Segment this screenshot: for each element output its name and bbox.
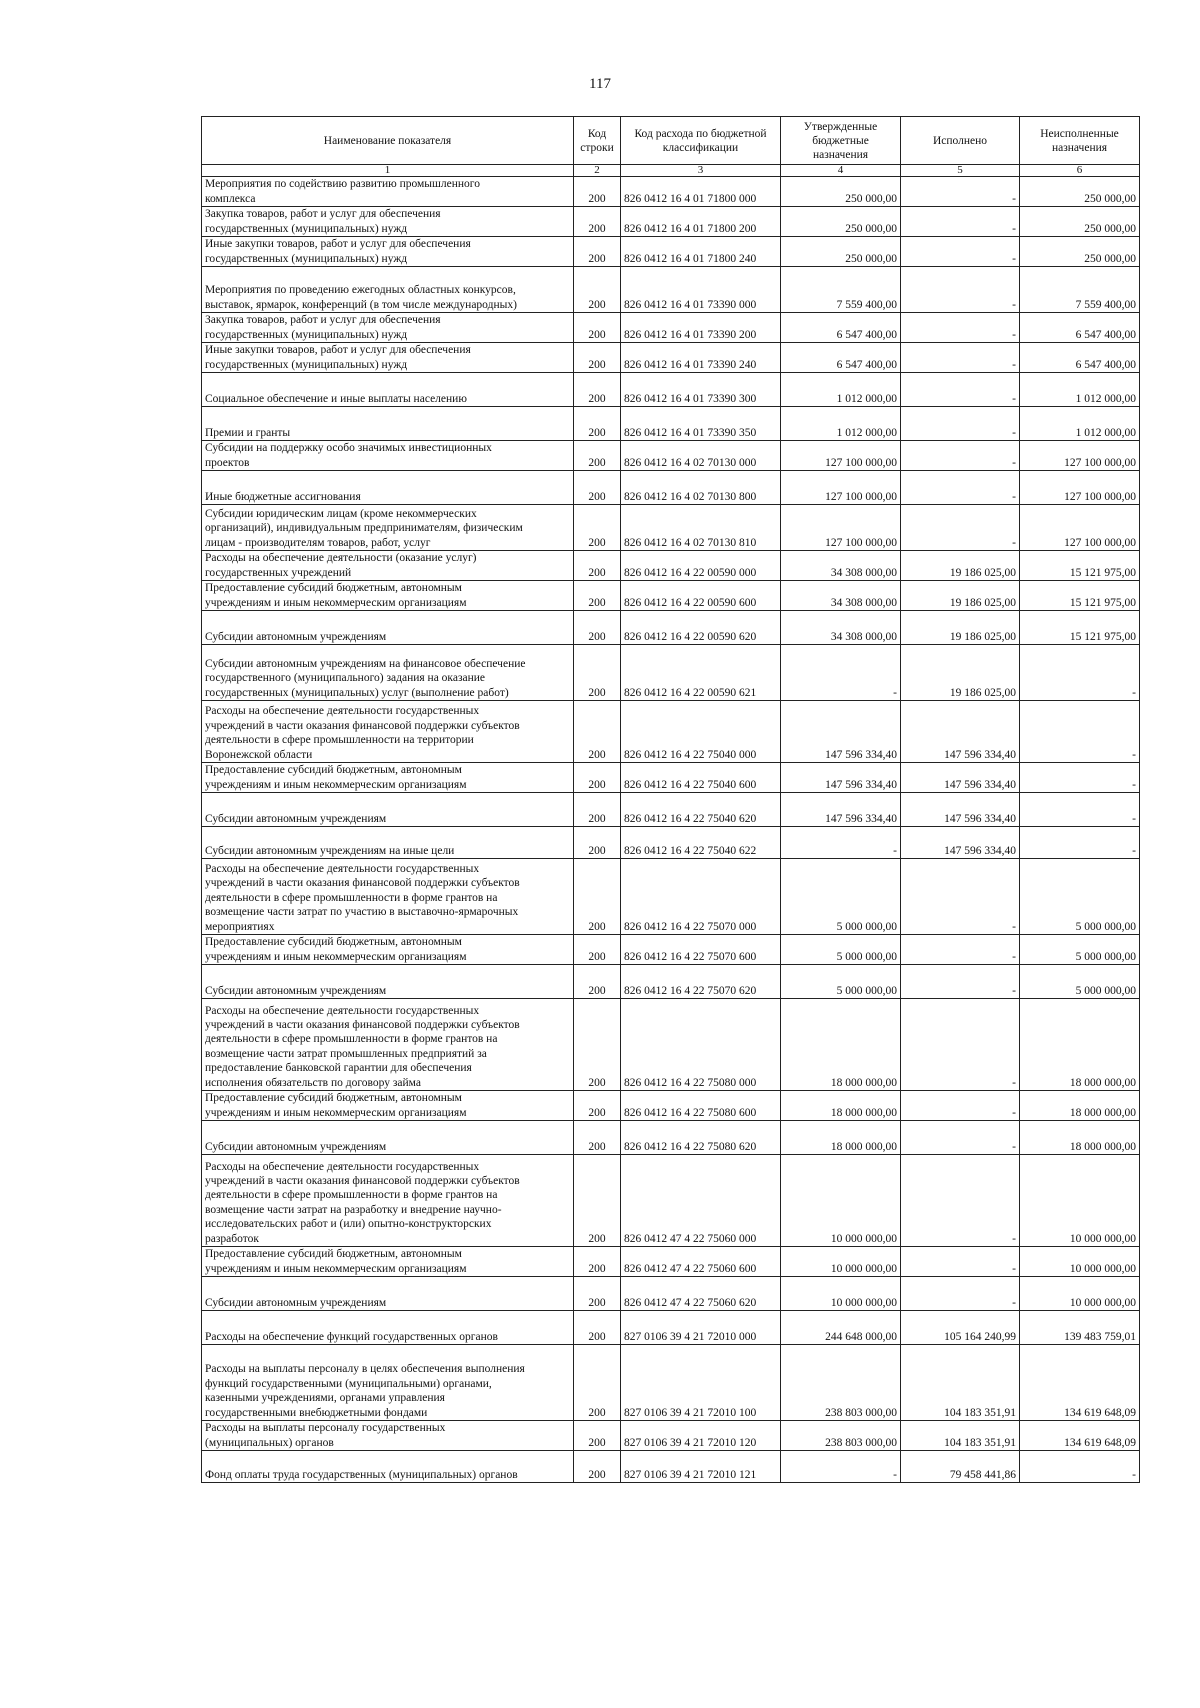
- table-row: [202, 1091, 1140, 1121]
- table-row: [202, 441, 1140, 471]
- row-class-code: 826 0412 16 4 22 75070 000: [621, 859, 781, 935]
- row-unexecuted: 6 547 400,00: [1020, 313, 1140, 343]
- row-class-code: 826 0412 16 4 01 73390 240: [621, 343, 781, 373]
- row-name: Субсидии автономным учреждениям: [202, 965, 574, 999]
- table-row: [202, 645, 1140, 701]
- row-approved: 5 000 000,00: [781, 935, 901, 965]
- row-unexecuted: -: [1020, 701, 1140, 763]
- row-approved: 250 000,00: [781, 177, 901, 207]
- header-col-number: 4: [781, 165, 901, 177]
- row-name: Субсидии на поддержку особо значимых инвестиционных проектов: [202, 441, 574, 471]
- row-unexecuted: 15 121 975,00: [1020, 611, 1140, 645]
- row-executed: -: [901, 1155, 1020, 1247]
- row-executed: -: [901, 935, 1020, 965]
- row-line-code: 200: [574, 313, 621, 343]
- row-name: Закупка товаров, работ и услуг для обеспечения государственных (муниципальных) нужд: [202, 313, 574, 343]
- row-name: Расходы на обеспечение деятельности государственных учреждений в части оказания финансовой поддержки субъектов деятельности в сфере промышленности на территории Воронежской области: [202, 701, 574, 763]
- row-name: Социальное обеспечение и иные выплаты населению: [202, 373, 574, 407]
- row-executed: 19 186 025,00: [901, 581, 1020, 611]
- row-class-code: 826 0412 16 4 22 75070 600: [621, 935, 781, 965]
- row-name: Расходы на выплаты персоналу в целях обеспечения выполнения функций государственными (муниципальными) органами, казенными учреждениями, органами управления государственными внебюджетными фондами: [202, 1345, 574, 1421]
- row-unexecuted: -: [1020, 1451, 1140, 1483]
- row-class-code: 826 0412 16 4 22 75040 620: [621, 793, 781, 827]
- row-approved: 6 547 400,00: [781, 313, 901, 343]
- row-unexecuted: 10 000 000,00: [1020, 1247, 1140, 1277]
- row-class-code: 826 0412 16 4 22 00590 620: [621, 611, 781, 645]
- row-name: Субсидии юридическим лицам (кроме некоммерческих организаций), индивидуальным предпринимателям, физическим лицам - производителям товаров, работ, услуг: [202, 505, 574, 551]
- row-approved: 5 000 000,00: [781, 859, 901, 935]
- table-row: [202, 1277, 1140, 1311]
- row-executed: -: [901, 441, 1020, 471]
- row-approved: 34 308 000,00: [781, 581, 901, 611]
- row-unexecuted: 5 000 000,00: [1020, 935, 1140, 965]
- row-class-code: 826 0412 16 4 22 75040 000: [621, 701, 781, 763]
- row-line-code: 200: [574, 505, 621, 551]
- row-class-code: 826 0412 16 4 22 00590 600: [621, 581, 781, 611]
- row-class-code: 827 0106 39 4 21 72010 120: [621, 1421, 781, 1451]
- row-approved: 147 596 334,40: [781, 793, 901, 827]
- header-approved: Утвержденные бюджетные назначения: [781, 117, 901, 165]
- row-name: Расходы на обеспечение деятельности государственных учреждений в части оказания финансовой поддержки субъектов деятельности в сфере промышленности в форме грантов на возмещение части затрат по участию в выставочно-ярмарочных мероприятиях: [202, 859, 574, 935]
- row-executed: 147 596 334,40: [901, 827, 1020, 859]
- row-unexecuted: 127 100 000,00: [1020, 441, 1140, 471]
- row-name: Предоставление субсидий бюджетным, автономным учреждениям и иным некоммерческим организациям: [202, 1247, 574, 1277]
- row-line-code: 200: [574, 611, 621, 645]
- row-name: Субсидии автономным учреждениям: [202, 1277, 574, 1311]
- row-unexecuted: 139 483 759,01: [1020, 1311, 1140, 1345]
- row-unexecuted: -: [1020, 793, 1140, 827]
- row-line-code: 200: [574, 1451, 621, 1483]
- table-header: [202, 117, 1140, 177]
- row-line-code: 200: [574, 1091, 621, 1121]
- row-executed: -: [901, 859, 1020, 935]
- row-executed: -: [901, 343, 1020, 373]
- row-name: Фонд оплаты труда государственных (муниципальных) органов: [202, 1451, 574, 1483]
- row-class-code: 826 0412 16 4 22 75080 620: [621, 1121, 781, 1155]
- row-line-code: 200: [574, 237, 621, 267]
- row-line-code: 200: [574, 373, 621, 407]
- row-unexecuted: 6 547 400,00: [1020, 343, 1140, 373]
- row-approved: -: [781, 645, 901, 701]
- row-unexecuted: 134 619 648,09: [1020, 1421, 1140, 1451]
- row-executed: 147 596 334,40: [901, 763, 1020, 793]
- row-name: Субсидии автономным учреждениям на финансовое обеспечение государственного (муниципального) задания на оказание государственных (муниципальных) услуг (выполнение работ): [202, 645, 574, 701]
- page-number: 117: [589, 76, 611, 92]
- row-unexecuted: 15 121 975,00: [1020, 551, 1140, 581]
- row-name: Субсидии автономным учреждениям: [202, 793, 574, 827]
- row-name: Предоставление субсидий бюджетным, автономным учреждениям и иным некоммерческим организациям: [202, 763, 574, 793]
- header-executed: Исполнено: [901, 117, 1020, 165]
- row-approved: 250 000,00: [781, 237, 901, 267]
- row-executed: 104 183 351,91: [901, 1345, 1020, 1421]
- table-row: [202, 581, 1140, 611]
- row-class-code: 826 0412 16 4 22 75070 620: [621, 965, 781, 999]
- row-class-code: 826 0412 16 4 22 00590 000: [621, 551, 781, 581]
- row-unexecuted: 7 559 400,00: [1020, 267, 1140, 313]
- row-executed: -: [901, 237, 1020, 267]
- row-name: Иные закупки товаров, работ и услуг для обеспечения государственных (муниципальных) нужд: [202, 237, 574, 267]
- row-approved: 6 547 400,00: [781, 343, 901, 373]
- row-approved: 147 596 334,40: [781, 763, 901, 793]
- table-row: [202, 407, 1140, 441]
- table-row: [202, 1155, 1140, 1247]
- row-name: Расходы на обеспечение деятельности государственных учреждений в части оказания финансовой поддержки субъектов деятельности в сфере промышленности в форме грантов на возмещение части затрат на разработку и внедрение научно- исследовательских работ и (или) опытно-конструкторских разработок: [202, 1155, 574, 1247]
- row-approved: 238 803 000,00: [781, 1421, 901, 1451]
- row-executed: -: [901, 965, 1020, 999]
- table-row: [202, 373, 1140, 407]
- row-line-code: 200: [574, 763, 621, 793]
- row-unexecuted: 127 100 000,00: [1020, 471, 1140, 505]
- row-class-code: 827 0106 39 4 21 72010 121: [621, 1451, 781, 1483]
- row-approved: -: [781, 827, 901, 859]
- budget-execution-table: [201, 116, 1140, 1483]
- row-executed: 147 596 334,40: [901, 701, 1020, 763]
- header-col-number: 1: [202, 165, 574, 177]
- table-row: [202, 343, 1140, 373]
- row-unexecuted: 134 619 648,09: [1020, 1345, 1140, 1421]
- row-line-code: 200: [574, 1121, 621, 1155]
- row-unexecuted: -: [1020, 645, 1140, 701]
- row-line-code: 200: [574, 1311, 621, 1345]
- row-name: Расходы на обеспечение функций государственных органов: [202, 1311, 574, 1345]
- table-row: [202, 1121, 1140, 1155]
- row-name: Закупка товаров, работ и услуг для обеспечения государственных (муниципальных) нужд: [202, 207, 574, 237]
- row-name: Субсидии автономным учреждениям на иные цели: [202, 827, 574, 859]
- row-line-code: 200: [574, 1277, 621, 1311]
- row-approved: 147 596 334,40: [781, 701, 901, 763]
- row-class-code: 826 0412 47 4 22 75060 600: [621, 1247, 781, 1277]
- table-row: [202, 763, 1140, 793]
- row-approved: 10 000 000,00: [781, 1247, 901, 1277]
- row-name: Предоставление субсидий бюджетным, автономным учреждениям и иным некоммерческим организациям: [202, 1091, 574, 1121]
- table-row: [202, 1247, 1140, 1277]
- header-class-code: Код расхода по бюджетной классификации: [621, 117, 781, 165]
- table-row: [202, 1421, 1140, 1451]
- row-name: Расходы на обеспечение деятельности (оказание услуг) государственных учреждений: [202, 551, 574, 581]
- header-col-number: 5: [901, 165, 1020, 177]
- row-executed: -: [901, 267, 1020, 313]
- row-executed: -: [901, 1247, 1020, 1277]
- table-row: [202, 267, 1140, 313]
- row-unexecuted: 250 000,00: [1020, 177, 1140, 207]
- row-unexecuted: 15 121 975,00: [1020, 581, 1140, 611]
- row-class-code: 826 0412 16 4 01 71800 000: [621, 177, 781, 207]
- row-name: Мероприятия по проведению ежегодных областных конкурсов, выставок, ярмарок, конференций (в том числе международных): [202, 267, 574, 313]
- row-approved: 34 308 000,00: [781, 611, 901, 645]
- row-name: Мероприятия по содействию развитию промышленного комплекса: [202, 177, 574, 207]
- row-class-code: 826 0412 47 4 22 75060 000: [621, 1155, 781, 1247]
- row-name: Расходы на обеспечение деятельности государственных учреждений в части оказания финансовой поддержки субъектов деятельности в сфере промышленности в форме грантов на возмещение части затрат промышленных предприятий за предоставление банковской гарантии для обеспечения исполнения обязательств по договору займа: [202, 999, 574, 1091]
- row-executed: -: [901, 407, 1020, 441]
- row-executed: 19 186 025,00: [901, 645, 1020, 701]
- row-executed: -: [901, 1091, 1020, 1121]
- row-unexecuted: -: [1020, 827, 1140, 859]
- table-row: [202, 471, 1140, 505]
- row-class-code: 826 0412 16 4 02 70130 810: [621, 505, 781, 551]
- row-unexecuted: 1 012 000,00: [1020, 373, 1140, 407]
- table-row: [202, 237, 1140, 267]
- row-approved: 7 559 400,00: [781, 267, 901, 313]
- table-row: [202, 701, 1140, 763]
- row-class-code: 826 0412 16 4 01 71800 240: [621, 237, 781, 267]
- row-line-code: 200: [574, 177, 621, 207]
- table-row: [202, 1311, 1140, 1345]
- row-class-code: 827 0106 39 4 21 72010 100: [621, 1345, 781, 1421]
- table-row: [202, 935, 1140, 965]
- row-unexecuted: 250 000,00: [1020, 207, 1140, 237]
- row-unexecuted: 18 000 000,00: [1020, 1091, 1140, 1121]
- table-row: [202, 1345, 1140, 1421]
- row-name: Предоставление субсидий бюджетным, автономным учреждениям и иным некоммерческим организациям: [202, 935, 574, 965]
- table-row: [202, 965, 1140, 999]
- row-unexecuted: 5 000 000,00: [1020, 859, 1140, 935]
- row-unexecuted: -: [1020, 763, 1140, 793]
- row-executed: 104 183 351,91: [901, 1421, 1020, 1451]
- row-executed: 19 186 025,00: [901, 551, 1020, 581]
- row-name: Субсидии автономным учреждениям: [202, 1121, 574, 1155]
- row-executed: -: [901, 471, 1020, 505]
- row-approved: 238 803 000,00: [781, 1345, 901, 1421]
- table-row: [202, 827, 1140, 859]
- row-unexecuted: 250 000,00: [1020, 237, 1140, 267]
- header-name: Наименование показателя: [202, 117, 574, 165]
- row-approved: 1 012 000,00: [781, 373, 901, 407]
- row-line-code: 200: [574, 965, 621, 999]
- row-line-code: 200: [574, 793, 621, 827]
- row-unexecuted: 10 000 000,00: [1020, 1155, 1140, 1247]
- row-executed: 147 596 334,40: [901, 793, 1020, 827]
- row-unexecuted: 10 000 000,00: [1020, 1277, 1140, 1311]
- row-executed: -: [901, 177, 1020, 207]
- table-row: [202, 551, 1140, 581]
- row-executed: -: [901, 1121, 1020, 1155]
- header-unexecuted: Неисполненные назначения: [1020, 117, 1140, 165]
- row-executed: -: [901, 207, 1020, 237]
- row-name: Иные закупки товаров, работ и услуг для обеспечения государственных (муниципальных) нужд: [202, 343, 574, 373]
- row-line-code: 200: [574, 581, 621, 611]
- row-name: Предоставление субсидий бюджетным, автономным учреждениям и иным некоммерческим организациям: [202, 581, 574, 611]
- row-class-code: 826 0412 16 4 01 71800 200: [621, 207, 781, 237]
- row-class-code: 826 0412 16 4 01 73390 000: [621, 267, 781, 313]
- row-class-code: 826 0412 16 4 01 73390 200: [621, 313, 781, 343]
- row-class-code: 826 0412 16 4 22 00590 621: [621, 645, 781, 701]
- row-line-code: 200: [574, 471, 621, 505]
- row-line-code: 200: [574, 441, 621, 471]
- row-line-code: 200: [574, 935, 621, 965]
- header-col-number: 3: [621, 165, 781, 177]
- row-line-code: 200: [574, 551, 621, 581]
- row-line-code: 200: [574, 827, 621, 859]
- row-approved: 127 100 000,00: [781, 441, 901, 471]
- table-row: [202, 793, 1140, 827]
- row-approved: 250 000,00: [781, 207, 901, 237]
- row-approved: 18 000 000,00: [781, 1121, 901, 1155]
- row-approved: 127 100 000,00: [781, 471, 901, 505]
- row-line-code: 200: [574, 267, 621, 313]
- row-approved: 244 648 000,00: [781, 1311, 901, 1345]
- table-row: [202, 505, 1140, 551]
- row-unexecuted: 1 012 000,00: [1020, 407, 1140, 441]
- row-line-code: 200: [574, 407, 621, 441]
- row-executed: -: [901, 373, 1020, 407]
- row-line-code: 200: [574, 1155, 621, 1247]
- row-class-code: 826 0412 16 4 22 75040 600: [621, 763, 781, 793]
- row-approved: 5 000 000,00: [781, 965, 901, 999]
- row-approved: -: [781, 1451, 901, 1483]
- row-unexecuted: 18 000 000,00: [1020, 1121, 1140, 1155]
- row-class-code: 826 0412 16 4 22 75080 000: [621, 999, 781, 1091]
- row-line-code: 200: [574, 701, 621, 763]
- row-executed: -: [901, 999, 1020, 1091]
- row-line-code: 200: [574, 999, 621, 1091]
- row-executed: -: [901, 1277, 1020, 1311]
- row-approved: 10 000 000,00: [781, 1277, 901, 1311]
- row-name: Субсидии автономным учреждениям: [202, 611, 574, 645]
- row-class-code: 826 0412 16 4 02 70130 800: [621, 471, 781, 505]
- row-approved: 18 000 000,00: [781, 1091, 901, 1121]
- row-line-code: 200: [574, 343, 621, 373]
- row-class-code: 827 0106 39 4 21 72010 000: [621, 1311, 781, 1345]
- header-col-number: 6: [1020, 165, 1140, 177]
- row-approved: 34 308 000,00: [781, 551, 901, 581]
- row-name: Премии и гранты: [202, 407, 574, 441]
- row-executed: 19 186 025,00: [901, 611, 1020, 645]
- row-approved: 18 000 000,00: [781, 999, 901, 1091]
- row-line-code: 200: [574, 1345, 621, 1421]
- table-row: [202, 207, 1140, 237]
- row-approved: 127 100 000,00: [781, 505, 901, 551]
- row-name: Иные бюджетные ассигнования: [202, 471, 574, 505]
- row-line-code: 200: [574, 207, 621, 237]
- row-class-code: 826 0412 16 4 01 73390 350: [621, 407, 781, 441]
- row-class-code: 826 0412 16 4 22 75040 622: [621, 827, 781, 859]
- header-col-number: 2: [574, 165, 621, 177]
- row-unexecuted: 127 100 000,00: [1020, 505, 1140, 551]
- row-line-code: 200: [574, 1247, 621, 1277]
- row-line-code: 200: [574, 859, 621, 935]
- row-line-code: 200: [574, 1421, 621, 1451]
- row-unexecuted: 18 000 000,00: [1020, 999, 1140, 1091]
- table-row: [202, 177, 1140, 207]
- row-class-code: 826 0412 16 4 02 70130 000: [621, 441, 781, 471]
- row-class-code: 826 0412 16 4 01 73390 300: [621, 373, 781, 407]
- row-executed: 79 458 441,86: [901, 1451, 1020, 1483]
- row-executed: -: [901, 313, 1020, 343]
- row-executed: 105 164 240,99: [901, 1311, 1020, 1345]
- row-executed: -: [901, 505, 1020, 551]
- row-approved: 10 000 000,00: [781, 1155, 901, 1247]
- row-line-code: 200: [574, 645, 621, 701]
- header-line-code: Код строки: [574, 117, 621, 165]
- row-class-code: 826 0412 16 4 22 75080 600: [621, 1091, 781, 1121]
- row-class-code: 826 0412 47 4 22 75060 620: [621, 1277, 781, 1311]
- row-approved: 1 012 000,00: [781, 407, 901, 441]
- table-row: [202, 313, 1140, 343]
- row-unexecuted: 5 000 000,00: [1020, 965, 1140, 999]
- table-row: [202, 1451, 1140, 1483]
- table-body: [202, 177, 1140, 1483]
- row-name: Расходы на выплаты персоналу государственных (муниципальных) органов: [202, 1421, 574, 1451]
- table-row: [202, 859, 1140, 935]
- table-row: [202, 999, 1140, 1091]
- table-row: [202, 611, 1140, 645]
